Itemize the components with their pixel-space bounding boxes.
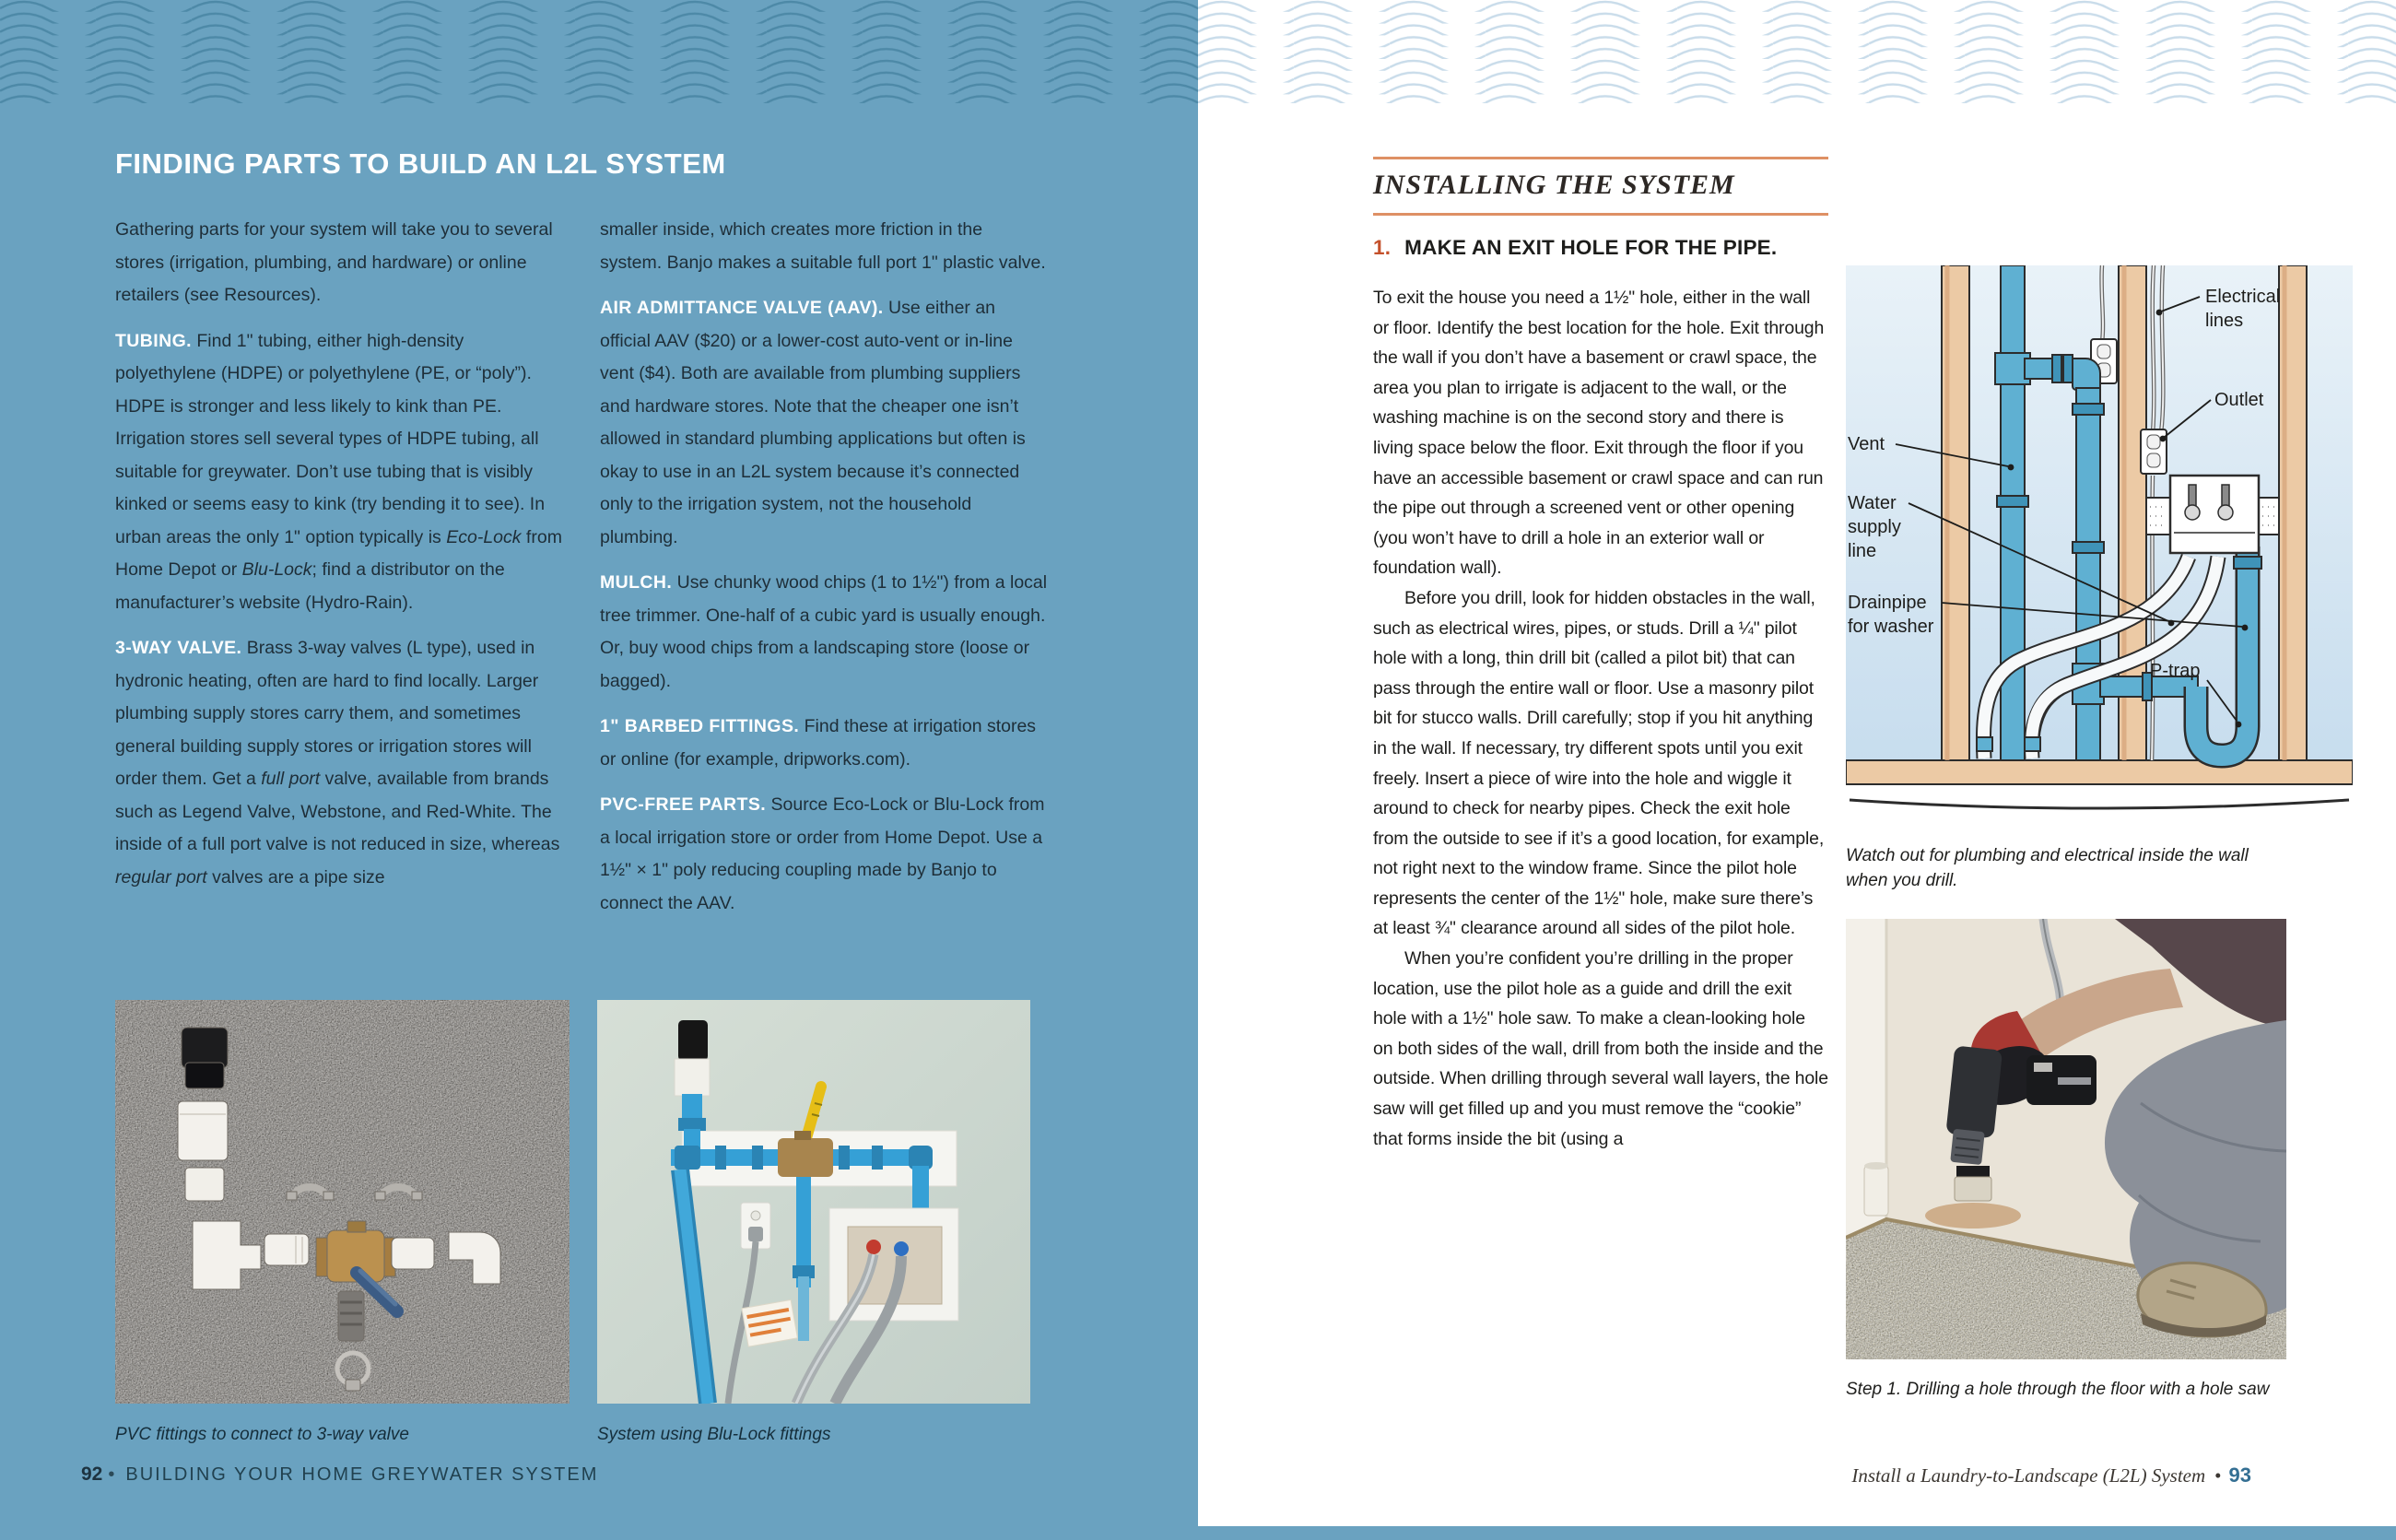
paragraph: TUBING. Find 1" tubing, either high-density polyethylene (HDPE) or polyethylene (PE, or “poly”). HDPE is stronger and less likely to kink than PE. Irrigation stores sell several types of HDPE tubing, all suitable for greywater. Don’t use tubing that is visibly kinked or seems easy to kink (try bending it to see). In urban areas the only 1" option typically is Eco-Lock from Home Depot or Blu-Lock; find a distributor on the manufacturer’s website (Hydro-Rain). [115,330,562,613]
page-title: FINDING PARTS TO BUILD AN L2L SYSTEM [115,147,726,180]
paragraph: Before you drill, look for hidden obstacles in the wall, such as electrical wires, pipes, or studs. Drill a ¼" pilot hole with a long, thin drill bit (called a pilot bit) that can pass through the entire wall or floor. Use a masonry pilot bit for stucco walls. Drill carefully; stop if you hit anything in the wall. If necessary, try different spots until you exit freely. Insert a piece of wire into the hole and wiggle it around to check for nearby pipes. Check the exit hole from the outside to see if it’s a good location, for example, not right next to the window frame. Since the pilot hole represents the center of the 1½" hole, make sure there’s at least ¾" clearance around all sides of the pilot hole. [1373,587,1825,939]
label-water-supply: Water [1848,493,1897,513]
label-vent: Vent [1848,434,1885,454]
label-outlet: Outlet [2214,390,2264,410]
figure-column [1846,265,2355,1402]
step-heading [1373,236,1828,260]
paragraph: AIR ADMITTANCE VALVE (AAV). Use either an official AAV ($20) or a lower-cost auto-vent or in-line vent ($4). Both are available from plumbing suppliers and hardware stores. Note that the cheaper one isn’t allowed in standard plumbing applications but often is okay to use in an L2L system because it’s connected only to the irrigation system, not the household plumbing. [600,298,1026,547]
svg-text:supply: supply [1848,517,1901,537]
paragraph: PVC-FREE PARTS. Source Eco-Lock or Blu-Lock from a local irrigation store or order from Home Depot. Use a 1½" × 1" poly reducing coupling made by Banjo to connect the AAV. [600,794,1045,913]
right-column [600,214,1048,933]
pvc-fittings-photo [115,1000,570,1404]
paragraph: When you’re confident you’re drilling in the proper location, use the pilot hole as a guide and drill the exit hole with a 1½" hole saw. To make a clean-looking hole on both sides of the wall, drill from both the inside and the outside. When drilling through several wall layers, the hole saw will get filled up and you must remove the “cookie” that forms inside the bit (using a [1373,948,1828,1149]
blu-lock-system-photo [597,1000,1030,1404]
label-drainpipe: Drainpipe [1848,593,1927,613]
washer-outlet-box [2170,476,2259,553]
page-number: 93 [2228,1464,2251,1487]
label-electrical-lines: Electrical [2205,287,2281,307]
page-number: 92 [81,1464,103,1485]
pvc-fittings-figure [115,1000,570,1445]
two-column-text [115,214,1048,933]
wave-pattern-right-icon [1198,0,2396,103]
paragraph: To exit the house you need a 1½" hole, either in the wall or floor. Identify the best location for the hole. Exit through the wall if you don’t have a basement or crawl space, the area you plan to irrigate is adjacent to the wall, or the washing machine is on the second story and there is living space below the floor. Exit through the floor if you have an accessible basement or crawl space and can run the pipe out through a screened vent or other opening (you won’t have to drill a hole in an exterior wall or foundation wall). [1373,288,1825,579]
paragraph: 1" BARBED FITTINGS. Find these at irrigation stores or online (for example, dripworks.com). [600,716,1037,770]
photo-caption: PVC fittings to connect to 3-way valve [115,1425,409,1444]
svg-text:line: line [1848,541,1877,561]
photo-row [115,1000,1030,1445]
drilling-photo [1846,919,2286,1359]
footer-text: BUILDING YOUR HOME GREYWATER SYSTEM [125,1464,599,1485]
bottom-blue-strip [1198,1526,2396,1540]
illustration-caption: Watch out for plumbing and electrical inside the wall when you drill. [1846,846,2249,890]
photo-caption: System using Blu-Lock fittings [597,1425,831,1444]
left-footer [81,1464,598,1486]
wall-cutaway-illustration [1846,265,2353,826]
paragraph: smaller inside, which creates more friction in the system. Banjo makes a suitable full port 1" plastic valve. [600,219,1046,273]
right-page [1198,0,2396,1540]
step-title: MAKE AN EXIT HOLE FOR THE PIPE. [1404,236,1778,259]
footer-separator: • [108,1464,117,1485]
left-column [115,214,563,933]
drilling-photo-caption: Step 1. Drilling a hole through the floor with a hole saw [1846,1380,2270,1399]
aav-cap [182,1028,228,1088]
blu-lock-figure [597,1000,1030,1445]
svg-text:for washer: for washer [1848,617,1934,637]
warning-tag [742,1299,797,1346]
drilling-figure [1846,919,2355,1402]
pvc-stub [1864,1162,1888,1216]
paragraph: 3-WAY VALVE. Brass 3-way valves (L type), used in hydronic heating, often are hard to find locally. Larger plumbing supply stores carry them, and sometimes general building supply stores or irrigation stores will order them. Get a full port valve, available from brands such as Legend Valve, Webstone, and Red-White. The inside of a full port valve is not reduced in size, whereas regular port valves are a pipe size [115,638,560,888]
footer-separator: • [2214,1464,2222,1487]
paragraph: MULCH. Use chunky wood chips (1 to 1½") from a local tree trimmer. One-half of a cubic yard is usually enough. Or, buy wood chips from a landscaping store (loose or bagged). [600,572,1048,691]
wave-pattern-left-icon [0,0,1198,103]
right-footer [1851,1464,2251,1487]
wall-cutaway-figure [1846,265,2355,893]
label-ptrap: P-trap [2150,661,2201,681]
barbed-fitting [338,1291,364,1341]
body-text [1373,283,1828,1154]
paragraph: Gathering parts for your system will take you to several stores (irrigation, plumbing, and hardware) or online retailers (see Resources). [115,219,553,305]
step-number: 1. [1373,236,1392,259]
svg-text:lines: lines [2205,311,2244,331]
footer-text: Install a Laundry-to-Landscape (L2L) System [1851,1464,2206,1487]
section-heading: INSTALLING THE SYSTEM [1373,157,1828,216]
right-text-column [1373,157,1828,1154]
